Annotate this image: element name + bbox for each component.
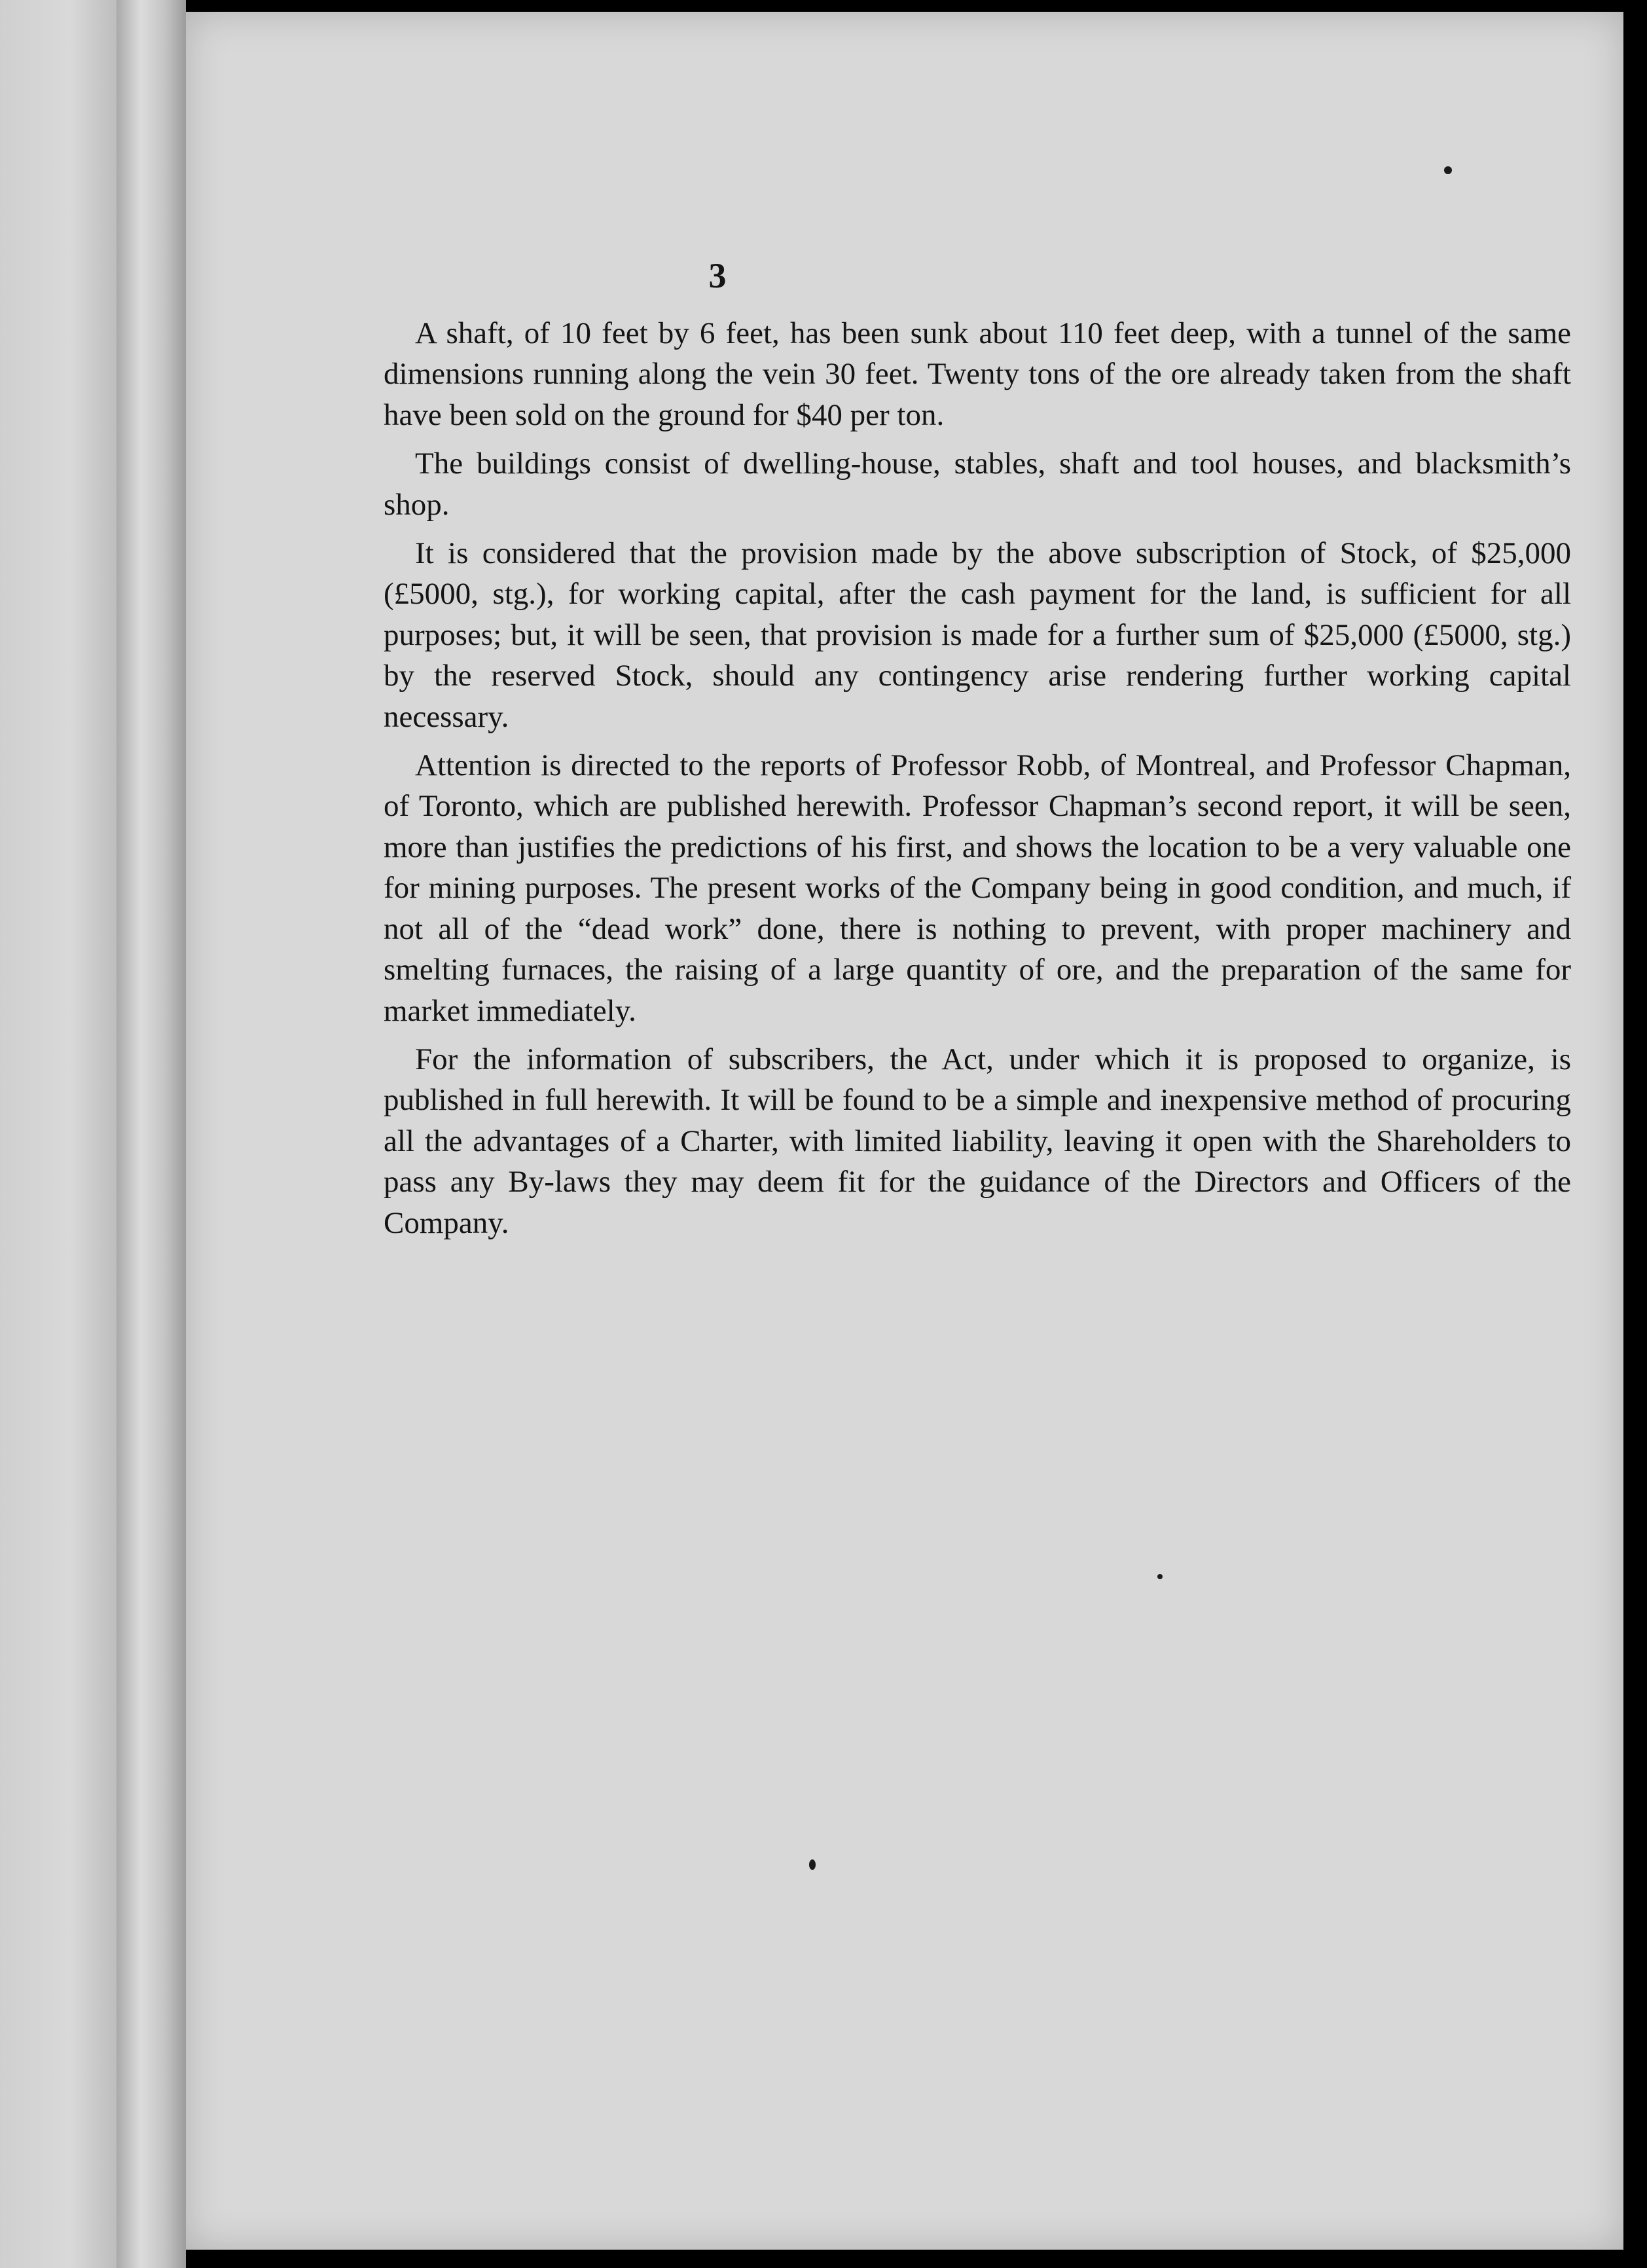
paragraph-reports: Attention is directed to the reports of Professor Robb, of Montreal, and Professor Chapman, of Toronto, which are published herewith. Professor Chapman’s second report, it will be seen, more than justifies the predictions of his first, and shows the location to be a very valuable one for mining purposes. The present works of the Company being in good condition, and much, if not all of the “dead work” done, there is nothing to prevent, with proper machinery and smelting furnaces, the raising of a large quantity of ore, and the preparation of the same for market immediately. [384,748,1571,1028]
body-text [384,313,1571,1251]
ink-speck [1444,166,1452,174]
paragraph-capital: It is considered that the provision made by the above subscription of Stock, of $25,000 (£5000, stg.), for working capital, after the cash payment for the land, is sufficient for all purposes; but, it will be seen, that provision is made for a further sum of $25,000 (£5000, stg.) by the reserved Stock, should any contingency arise rendering further working capital necessary. [384,536,1571,734]
paragraph-buildings: The buildings consist of dwelling-house, stables, shaft and tool houses, and blacksmith’s shop. [384,447,1571,522]
paragraph-act: For the information of subscribers, the Act, under which it is proposed to organize, is published in full herewith. It will be found to be a simple and inexpensive method of procuring all the advantages of a Charter, with limited liability, leaving it open with the Shareholders to pass any By-laws they may deem fit for the guidance of the Directors and Officers of the Company. [384,1042,1571,1240]
left-facing-page-edge [0,0,117,2268]
page-number: 3 [708,256,727,295]
document-page [186,12,1623,2250]
paragraph-shaft: A shaft, of 10 feet by 6 feet, has been sunk about 110 feet deep, with a tunnel of the same dimensions running along the vein 30 feet. Twenty tons of the ore already taken from the shaft have been sold on the ground for $40 per ton. [384,316,1571,432]
ink-speck [1157,1574,1163,1579]
ink-speck [809,1859,816,1870]
book-gutter [117,0,186,2268]
